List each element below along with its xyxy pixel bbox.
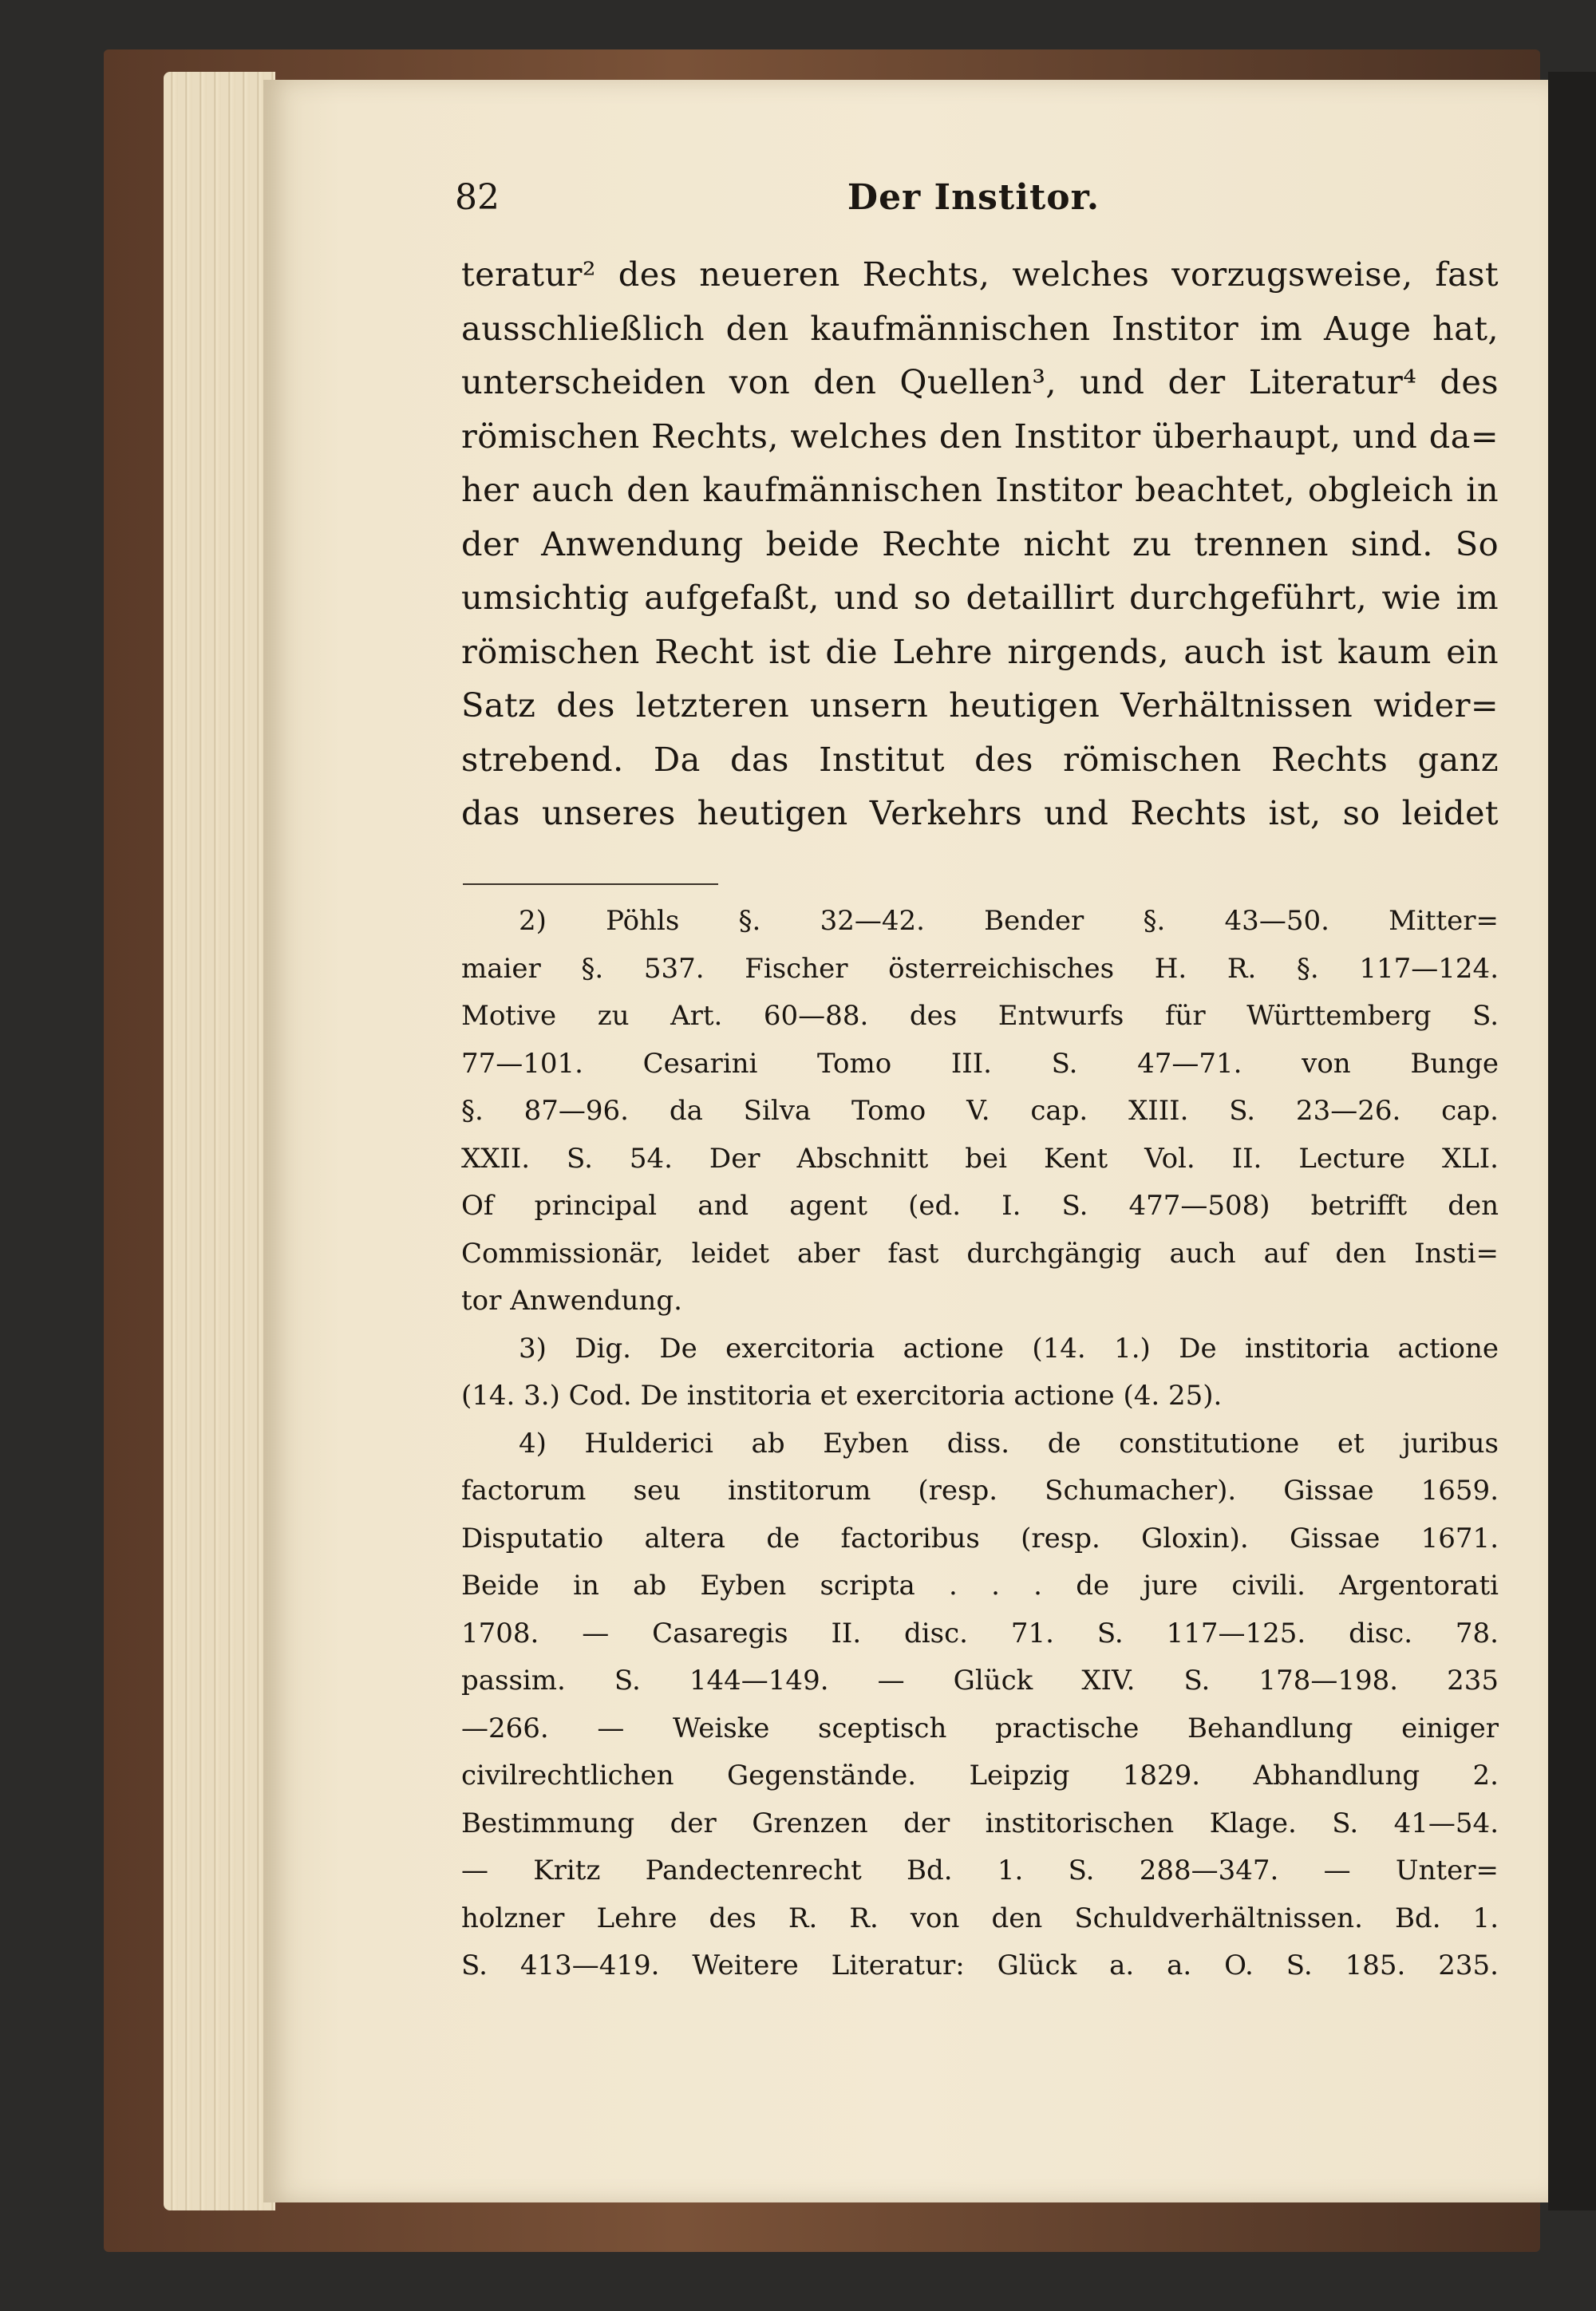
text-line: teratur² des neueren Rechts, welches vorzugsweise, fast xyxy=(461,255,1499,294)
text-line: umsichtig aufgefaßt, und so detaillirt durchgeführt, wie im xyxy=(461,578,1499,617)
text-line: her auch den kaufmännischen Institor beachtet, obgleich in xyxy=(461,470,1499,509)
text-line: ausschließlich den kaufmännischen Institor im Auge hat, xyxy=(461,308,1499,348)
footnote-line: 1708. — Casaregis II. disc. 71. S. 117—125. disc. 78. xyxy=(461,1617,1499,1649)
running-head xyxy=(455,177,1492,233)
footnote-line: 2) Pöhls §. 32—42. Bender §. 43—50. Mitter= xyxy=(519,905,1499,937)
footnote-line: factorum seu institorum (resp. Schumacher). Gissae 1659. xyxy=(461,1475,1499,1507)
text-line: der Anwendung beide Rechte nicht zu trennen sind. So xyxy=(461,523,1499,563)
footnote-line: civilrechtlichen Gegenstände. Leipzig 1829. Abhandlung 2. xyxy=(461,1760,1499,1792)
footnote-line: Commissionär, leidet aber fast durchgängig auch auf den Insti= xyxy=(461,1237,1499,1270)
footnote-rule xyxy=(463,883,718,885)
footnote-line: — Kritz Pandectenrecht Bd. 1. S. 288—347. — Unter= xyxy=(461,1855,1499,1886)
footnote-line: passim. S. 144—149. — Glück XIV. S. 178—198. 235 xyxy=(461,1665,1499,1697)
footnote-line: Beide in ab Eyben scripta . . . de jure civili. Argentorati xyxy=(461,1570,1499,1602)
footnote-line: tor Anwendung. xyxy=(461,1285,682,1317)
running-title: Der Institor. xyxy=(847,177,1100,218)
main-text xyxy=(461,247,1499,840)
page-number: 82 xyxy=(455,177,500,218)
next-page-edge xyxy=(1548,72,1596,2210)
text-line: römischen Rechts, welches den Institor überhaupt, und da= xyxy=(461,416,1499,456)
text-line: römischen Recht ist die Lehre nirgends, auch ist kaum ein xyxy=(461,631,1499,671)
footnote-line: Of principal and agent (ed. I. S. 477—508) betrifft den xyxy=(461,1190,1499,1222)
text-line: strebend. Da das Institut des römischen Rechts ganz xyxy=(461,739,1499,779)
footnote-line: Disputatio altera de factoribus (resp. Gloxin). Gissae 1671. xyxy=(461,1522,1499,1554)
text-line: das unseres heutigen Verkehrs und Rechts ist, so leidet xyxy=(461,793,1499,832)
footnote-line: (14. 3.) Cod. De institoria et exercitoria actione (4. 25). xyxy=(461,1380,1223,1412)
footnote-line: S. 413—419. Weitere Literatur: Glück a. a. O. S. 185. 235. xyxy=(461,1950,1499,1981)
text-line: unterscheiden von den Quellen³, und der Literatur⁴ des xyxy=(461,362,1499,401)
footnote-line: XXII. S. 54. Der Abschnitt bei Kent Vol. II. Lecture XLI. xyxy=(461,1142,1499,1175)
footnote-line: Bestimmung der Grenzen der institorischen Klage. S. 41—54. xyxy=(461,1807,1499,1839)
page-edges xyxy=(164,72,275,2210)
footnote-line: —266. — Weiske sceptisch practische Behandlung einiger xyxy=(461,1712,1499,1744)
footnotes xyxy=(461,898,1499,1990)
footnote-line: maier §. 537. Fischer österreichisches H. R. §. 117—124. xyxy=(461,952,1499,985)
footnote-line: 3) Dig. De exercitoria actione (14. 1.) De institoria actione xyxy=(519,1332,1499,1365)
text-line: Satz des letzteren unsern heutigen Verhältnissen wider= xyxy=(461,685,1499,725)
footnote-line: Motive zu Art. 60—88. des Entwurfs für Württemberg S. xyxy=(461,1000,1499,1032)
book-page xyxy=(263,80,1548,2202)
footnote-line: 77—101. Cesarini Tomo III. S. 47—71. von Bunge xyxy=(461,1047,1499,1080)
footnote-line: 4) Hulderici ab Eyben diss. de constitutione et juribus xyxy=(519,1427,1499,1460)
footnote-line: §. 87—96. da Silva Tomo V. cap. XIII. S. 23—26. cap. xyxy=(461,1095,1499,1127)
footnote-line: holzner Lehre des R. R. von den Schuldverhältnissen. Bd. 1. xyxy=(461,1902,1499,1934)
